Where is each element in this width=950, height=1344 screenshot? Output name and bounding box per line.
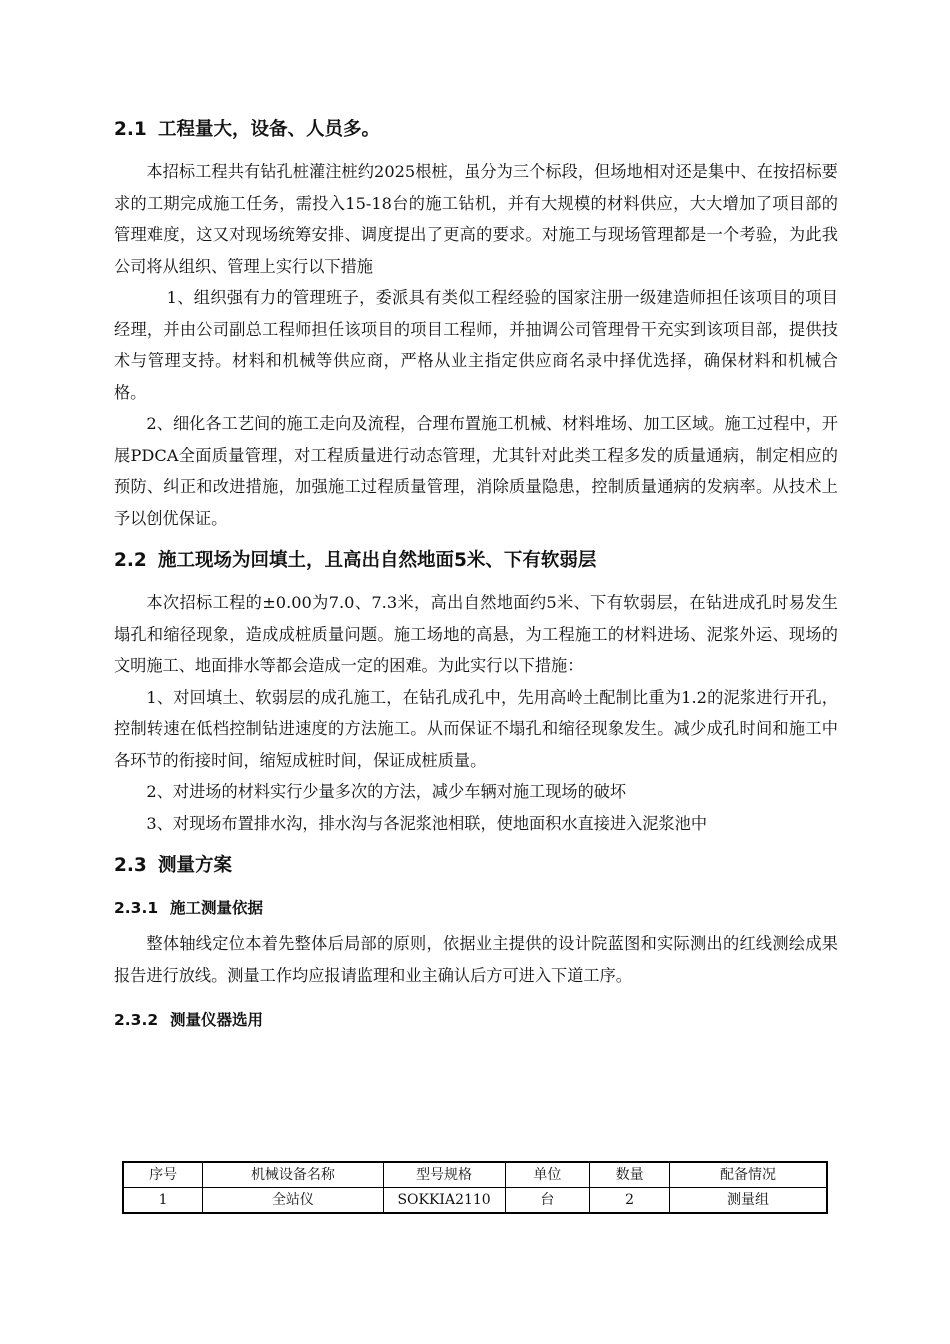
paragraph: 1、对回填土、软弱层的成孔施工，在钻孔成孔中，先用高岭土配制比重为1.2的泥浆进行开孔，控制转速在低档控制钻进速度的方法施工。从而保证不塌孔和缩径现象发生。减少成孔时间和施工中各环节的衔接时间，缩短成桩时间，保证成桩质量。 [114,687,838,770]
column-header: 配备情况 [670,1162,828,1188]
table-cell: 2 [590,1188,670,1214]
table-cell: 台 [505,1188,590,1214]
table-header-row [123,1162,827,1188]
column-header: 序号 [123,1162,203,1188]
column-header: 机械设备名称 [203,1162,383,1188]
column-header: 型号规格 [383,1162,505,1188]
paragraph: 本次招标工程的±0.00为7.0、7.3米，高出自然地面约5米、下有软弱层，在钻进成孔时易发生塌孔和缩径现象，造成成桩质量问题。施工场地的高悬，为工程施工的材料进场、泥浆外运、现场的文明施工、地面排水等都会造成一定的困难。为此实行以下措施： [114,593,838,675]
paragraph: 本招标工程共有钻孔桩灌注桩约2025根桩，虽分为三个标段，但场地相对还是集中、在按招标要求的工期完成施工任务，需投入15-18台的施工钻机，并有大规模的材料供应，大大增加了项目部的管理难度，这又对现场统筹安排、调度提出了更高的要求。对施工与现场管理都是一个考验，为此我公司将从组织、管理上实行以下措施 [114,162,838,276]
subsection-title: 施工测量依据 [170,899,264,917]
section-number: 2.1 [114,119,147,140]
paragraph: 2、细化各工艺间的施工走向及流程，合理布置施工机械、材料堆场、加工区域。施工过程中，开展PDCA全面质量管理，对工程质量进行动态管理，尤其针对此类工程多发的质量通病，制定相应的预防、纠正和改进措施，加强施工过程质量管理，消除质量隐患，控制质量通病的发病率。从技术上予以创优保证。 [114,414,838,528]
section-heading-2-1 [114,117,838,143]
paragraph: 3、对现场布置排水沟，排水沟与各泥浆池相联，使地面积水直接进入泥浆池中 [146,813,708,833]
instrument-table [122,1161,828,1214]
table-cell: 全站仪 [203,1188,383,1214]
paragraph: 整体轴线定位本着先整体后局部的原则，依据业主提供的设计院蓝图和实际测出的红线测绘成果报告进行放线。测量工作均应报请监理和业主确认后方可进入下道工序。 [114,934,838,985]
section-title: 工程量大，设备、人员多。 [158,119,381,140]
table-cell: 测量组 [670,1188,828,1214]
table-cell: 1 [123,1188,203,1214]
subsection-title: 测量仪器选用 [170,1011,264,1029]
paragraph: 1、组织强有力的管理班子，委派具有类似工程经验的国家注册一级建造师担任该项目的项目经理，并由公司副总工程师担任该项目的项目工程师，并抽调公司管理骨干充实到该项目部，提供技术与管理支持。材料和机械等供应商，严格从业主指定供应商名录中择优选择，确保材料和机械合格。 [114,288,838,402]
table-cell: SOKKIA2110 [383,1188,505,1214]
subsection-number: 2.3.1 [114,899,159,917]
section-number: 2.2 [114,550,147,571]
subsection-heading-2-3-2 [114,1009,838,1031]
section-title: 测量方案 [158,855,233,876]
section-title: 施工现场为回填土，且高出自然地面5米、下有软弱层 [158,550,597,571]
paragraph: 2、对进场的材料实行少量多次的方法，减少车辆对施工现场的破坏 [146,782,627,801]
column-header: 数量 [590,1162,670,1188]
subsection-heading-2-3-1 [114,897,838,919]
section-number: 2.3 [114,855,147,876]
column-header: 单位 [505,1162,590,1188]
section-heading-2-2 [114,548,838,574]
table-row [123,1188,827,1214]
document-body [114,108,838,1038]
section-heading-2-3 [114,853,838,879]
subsection-number: 2.3.2 [114,1011,159,1029]
